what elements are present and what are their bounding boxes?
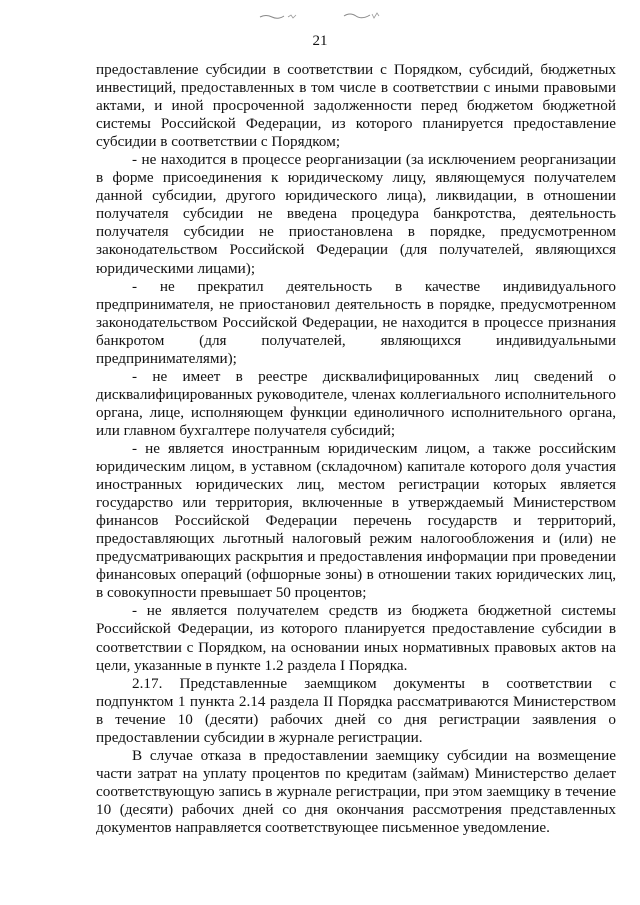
paragraph: предоставление субсидии в соответствии с Порядком, субсидий, бюджетных инвестиций, предоставленных в том числе в соответствии с иными правовыми актами, и иной просроченной задолженности перед бюджетом бюджетной системы Российской Федерации, из которого планируется предоставление субсидии в соответствии с Порядком; [96,61,616,151]
paragraph: - не является получателем средств из бюджета бюджетной системы Российской Федерации, из которого планируется предоставление субсидии в соответствии с Порядком, на основании иных нормативных правовых актов на цели, указанные в пункте 1.2 раздела I Порядка. [96,602,616,674]
paragraph: - не является иностранным юридическим лицом, а также российским юридическим лицом, в уставном (складочном) капитале которого доля участия иностранных юридических лиц, местом регистрации которых является государство или территория, включенные в утверждаемый Министерством финансов Российской Федерации перечень государств и территорий, предоставляющих льготный налоговый режим налогообложения и (или) не предусматривающих раскрытия и предоставления информации при проведении финансовых операций (офшорные зоны) в отношении таких юридических лиц, в совокупности превышает 50 процентов; [96,439,616,602]
paragraph: - не имеет в реестре дисквалифицированных лиц сведений о дисквалифицированных руководителе, членах коллегиального исполнительного органа, лице, исполняющем функции единоличного исполнительного органа, или главном бухгалтере получателя субсидий; [96,367,616,439]
paragraph: 2.17. Представленные заемщиком документы в соответствии с подпунктом 1 пункта 2.14 раздела II Порядка рассматриваются Министерством в течение 10 (десяти) рабочих дней со дня регистрации заявления о предоставлении субсидии в журнале регистрации. [96,674,616,746]
paragraph: В случае отказа в предоставлении заемщику субсидии на возмещение части затрат на уплату процентов по кредитам (займам) Министерство делает соответствующую запись в журнале регистрации, при этом заемщику в течение 10 (десяти) рабочих дней со дня окончания рассмотрения представленных документов направляется соответствующее письменное уведомление. [96,746,616,836]
paragraph: - не прекратил деятельность в качестве индивидуального предпринимателя, не приостановил деятельность в порядке, предусмотренном законодательством Российской Федерации, не находится в процессе признания банкротом (для получателей, являющихся индивидуальными предпринимателями); [96,277,616,367]
document-body [96,61,616,837]
page-number: 21 [312,33,328,49]
scan-artifact-mark [252,8,392,22]
paragraph: - не находится в процессе реорганизации (за исключением реорганизации в форме присоединения к юридическому лицу, являющемуся получателем данной субсидии, другого юридического лица), ликвидации, в отношении получателя субсидии не введена процедура банкротства, деятельность получателя субсидии не приостановлена в порядке, предусмотренном законодательством Российской Федерации (для получателей, являющихся юридическими лицами); [96,151,616,277]
